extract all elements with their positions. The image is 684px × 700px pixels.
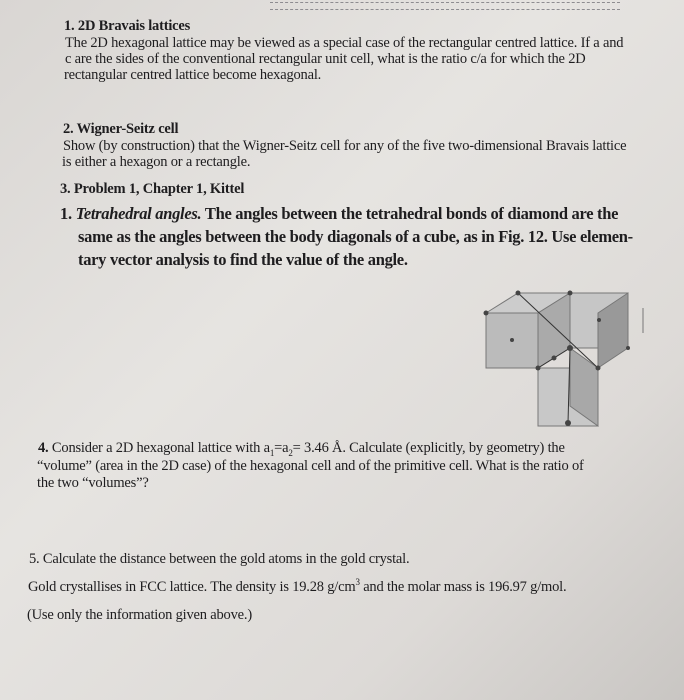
q1-line: The 2D hexagonal lattice may be viewed as a special case of the rectangular centred lattice. If a and (65, 35, 624, 51)
q3-text: The angles between the tetrahedral bonds of diamond are the (204, 204, 619, 223)
q2-line: is either a hexagon or a rectangle. (62, 154, 251, 170)
cube-diagram-figure (478, 288, 648, 430)
q3-title: 3. Problem 1, Chapter 1, Kittel (60, 181, 245, 197)
q3-line (60, 204, 618, 223)
q5-line: (Use only the information given above.) (27, 607, 252, 623)
header-rule (270, 2, 620, 10)
q4-number: 4. (38, 440, 49, 456)
q1-line: c are the sides of the conventional rectangular unit cell, what is the ratio c/a for which the 2D (65, 51, 586, 67)
q5-sup: 3 (355, 577, 360, 588)
q3-number: 1. (60, 204, 72, 223)
q2-line: Show (by construction) that the Wigner-Seitz cell for any of the five two-dimensional Bravais lattice (63, 138, 627, 154)
q5-text: and the molar mass is 196.97 g/mol. (359, 579, 567, 595)
q3-term: Tetrahedral angles. (75, 204, 202, 223)
q2-title: 2. Wigner-Seitz cell (63, 121, 179, 137)
q3-line: tary vector analysis to find the value of the angle. (78, 250, 408, 269)
q4-text: Consider a 2D hexagonal lattice with a (51, 440, 270, 456)
q1-line: rectangular centred lattice become hexagonal. (64, 67, 322, 83)
q3-line: same as the angles between the body diagonals of a cube, as in Fig. 12. Use elemen- (78, 227, 633, 246)
q4-text: = 3.46 Å. Calculate (explicitly, by geometry) the (292, 440, 565, 456)
q4-sub: 1 (269, 447, 275, 458)
q4-line: “volume” (area in the 2D case) of the hexagonal cell and of the primitive cell. What is the ratio of (37, 458, 584, 474)
q5-line (28, 579, 566, 595)
q1-title: 1. 2D Bravais lattices (64, 18, 191, 34)
q5-title: 5. Calculate the distance between the gold atoms in the gold crystal. (29, 551, 410, 567)
q5-text: Gold crystallises in FCC lattice. The density is 19.28 g/cm (28, 579, 356, 595)
q4-sub: 2 (288, 447, 293, 458)
q4-text: =a (274, 440, 289, 456)
q4-line (38, 440, 565, 456)
q4-line: the two “volumes”? (37, 475, 149, 491)
